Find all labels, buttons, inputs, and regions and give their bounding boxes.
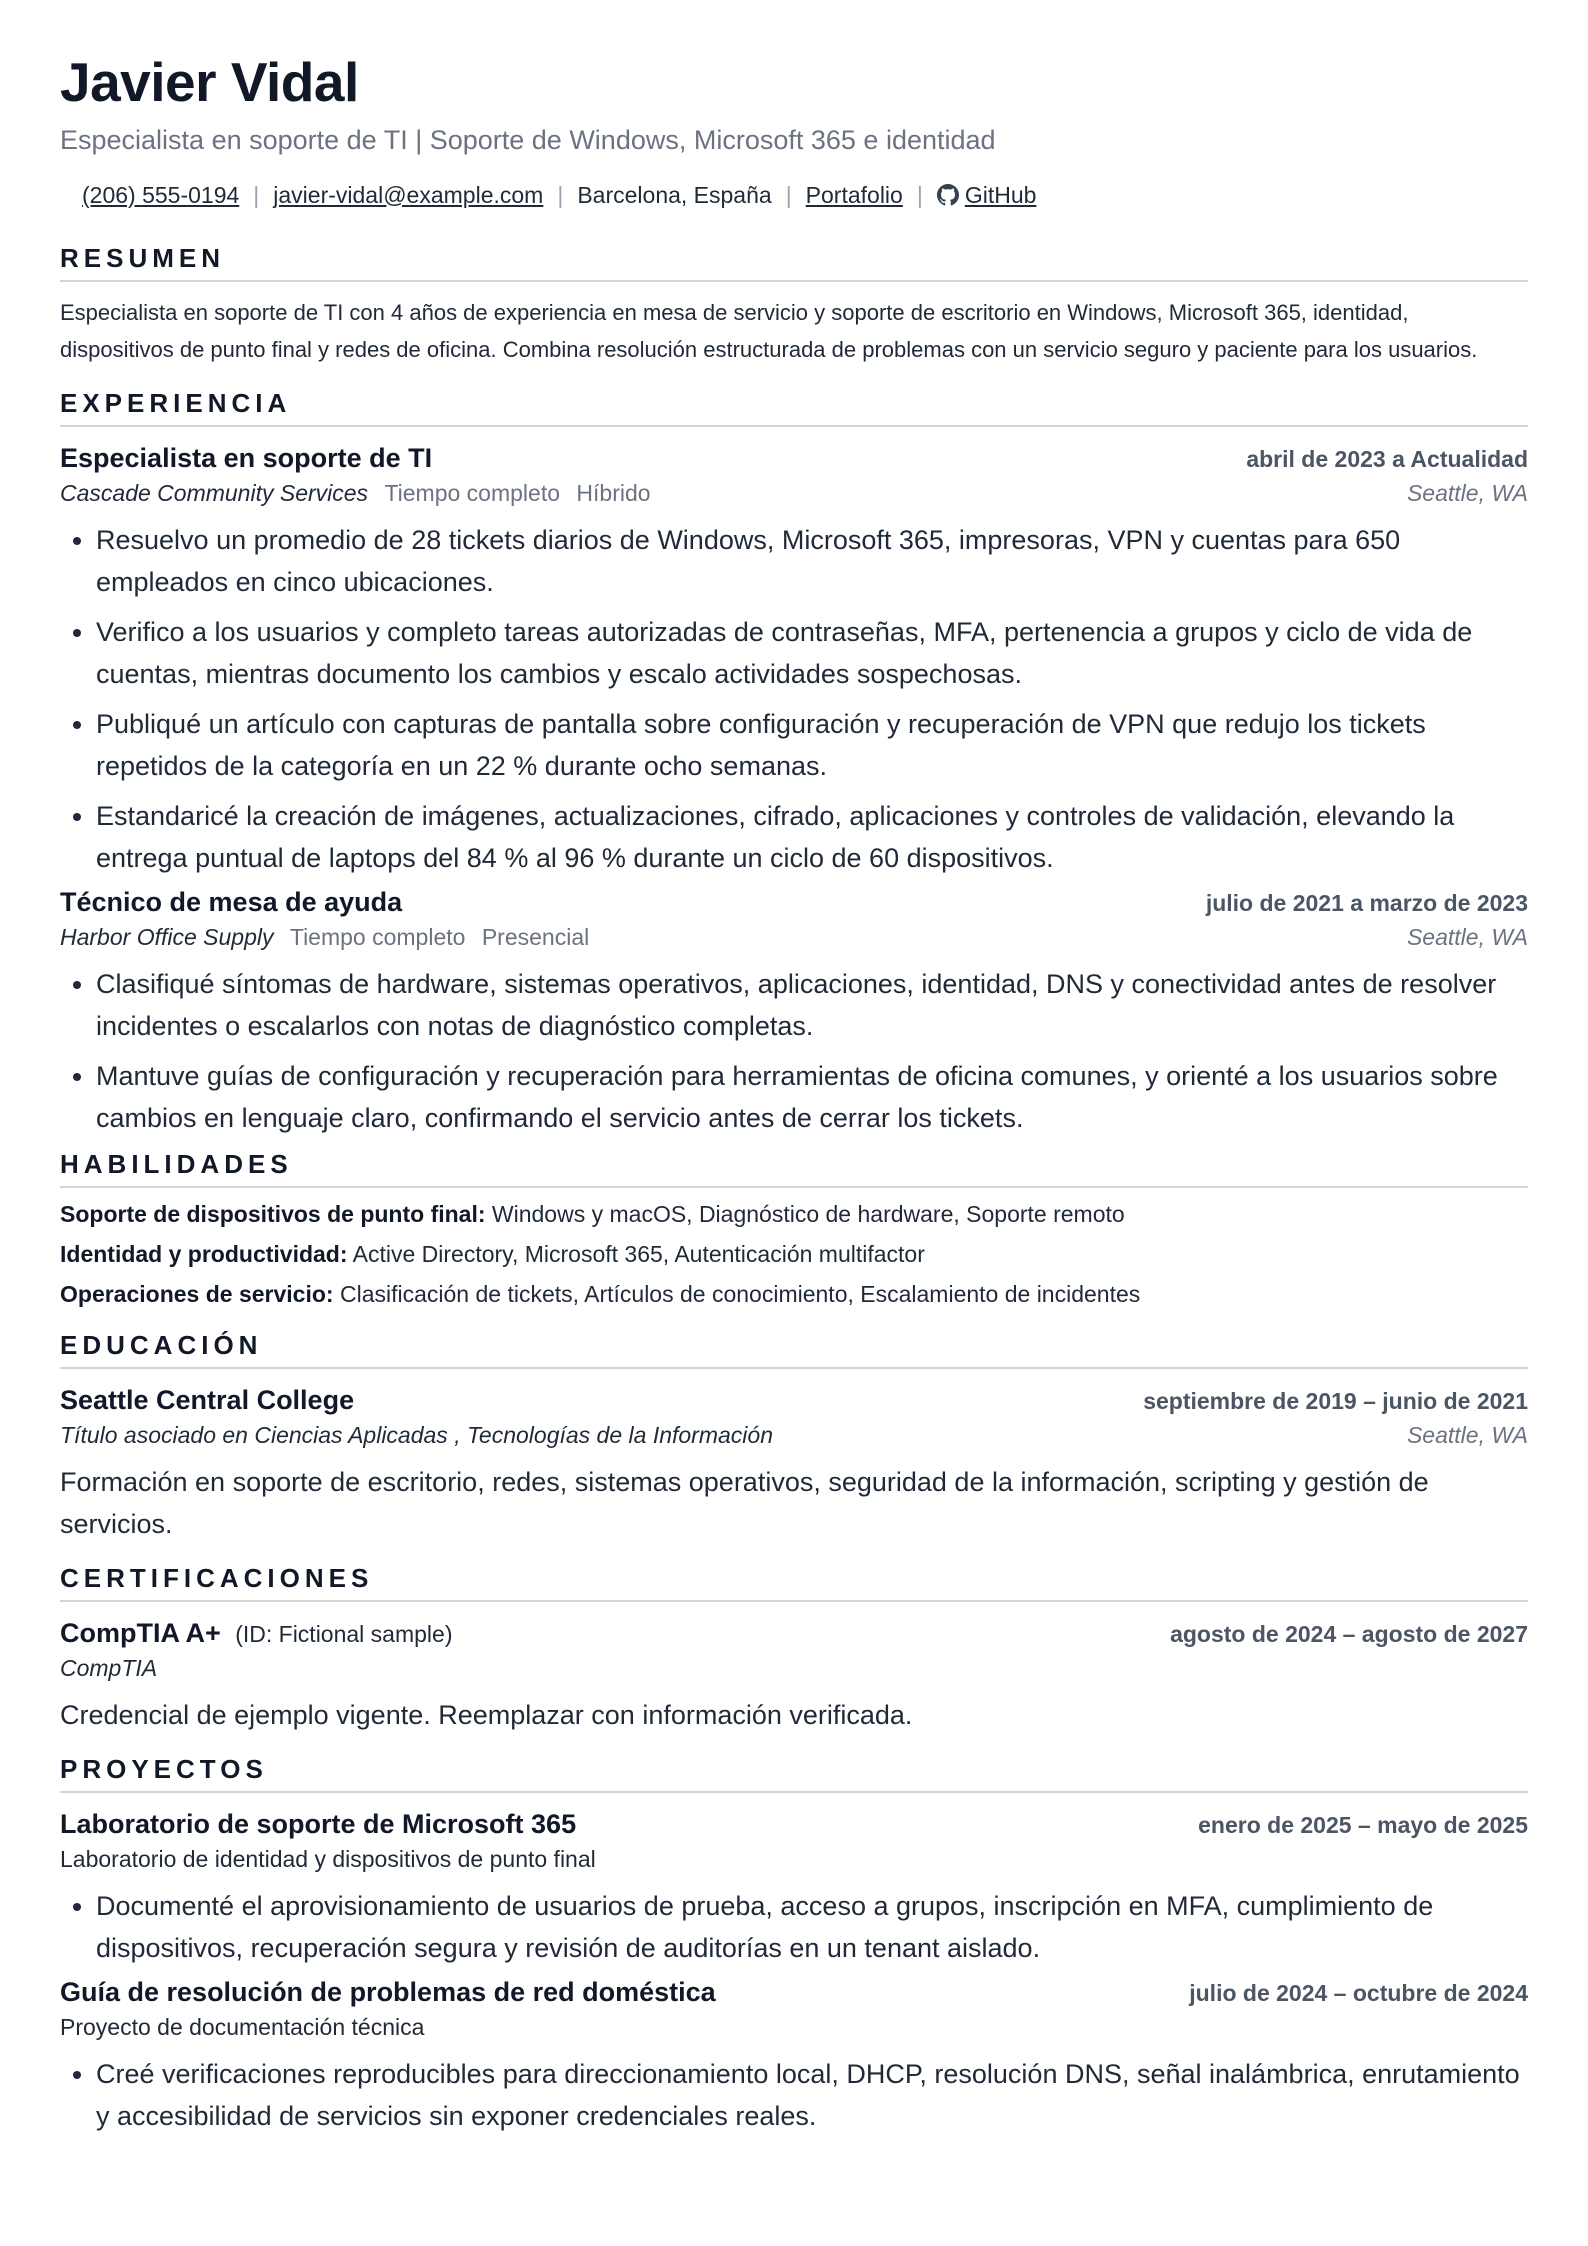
job-title: Especialista en soporte de TI — [60, 442, 433, 473]
education-description: Formación en soporte de escritorio, redes, sistemas operativos, seguridad de la información, scripting y gestión de servicios. — [60, 1466, 1429, 1539]
section-title: CERTIFICACIONES — [60, 1563, 1528, 1602]
project-entry — [60, 1977, 1528, 2137]
candidate-headline: Especialista en soporte de TI | Soporte de Windows, Microsoft 365 e identidad — [60, 124, 996, 155]
certification-name: CompTIA A+ — [60, 1617, 221, 1648]
skill-category: Operaciones de servicio: — [60, 1280, 334, 1307]
project-entry — [60, 1809, 1528, 1969]
list-item: • Estandaricé la creación de imágenes, actualizaciones, cifrado, aplicaciones y controles de validación, elevando la entrega puntual de laptops del 84 % al 96 % durante un ciclo de 60 dispositivos. — [96, 795, 1528, 879]
project-bullets — [60, 2053, 1528, 2137]
education-section — [60, 1330, 1528, 1545]
summary-section — [60, 243, 1528, 368]
github-label: GitHub — [964, 181, 1037, 208]
separator: | — [253, 181, 260, 208]
skill-values: Active Directory, Microsoft 365, Autenticación multifactor — [352, 1240, 925, 1267]
job-dates: abril de 2023 a Actualidad — [1246, 445, 1528, 472]
project-subtitle: Laboratorio de identidad y dispositivos de punto final — [60, 1845, 596, 1872]
job-location: Seattle, WA — [1406, 923, 1528, 950]
certification-id: (ID: Fictional sample) — [235, 1620, 453, 1647]
job-mode: Presencial — [481, 923, 590, 950]
github-link[interactable] — [937, 182, 1037, 209]
list-item: • Clasifiqué síntomas de hardware, sistemas operativos, aplicaciones, identidad, DNS y conectividad antes de resolver incidentes o escalarlos con notas de diagnóstico completas. — [96, 963, 1528, 1047]
certification-issuer: CompTIA — [60, 1654, 158, 1681]
section-title: EDUCACIÓN — [60, 1330, 1528, 1369]
project-dates: enero de 2025 – mayo de 2025 — [1198, 1811, 1528, 1838]
job-entry — [60, 887, 1528, 1139]
skill-values: Clasificación de tickets, Artículos de conocimiento, Escalamiento de incidentes — [339, 1280, 1141, 1307]
job-dates: julio de 2021 a marzo de 2023 — [1205, 889, 1528, 916]
project-name: Laboratorio de soporte de Microsoft 365 — [60, 1808, 577, 1839]
skill-row — [60, 1234, 1528, 1274]
education-location: Seattle, WA — [1406, 1421, 1528, 1448]
job-mode: Híbrido — [576, 479, 651, 506]
list-item: • Creé verificaciones reproducibles para direccionamiento local, DHCP, resolución DNS, señal inalámbrica, enrutamiento y accesibilidad de servicios sin exponer credenciales reales. — [96, 2053, 1528, 2137]
resume-header — [60, 52, 1528, 209]
experience-section — [60, 388, 1528, 1139]
section-title: EXPERIENCIA — [60, 388, 1528, 427]
job-type: Tiempo completo — [289, 923, 466, 950]
job-company: Harbor Office Supply — [60, 923, 274, 950]
job-title: Técnico de mesa de ayuda — [60, 886, 403, 917]
education-entry — [60, 1385, 1528, 1545]
job-entry — [60, 443, 1528, 879]
job-location: Seattle, WA — [1406, 479, 1528, 506]
skill-row — [60, 1194, 1528, 1234]
separator: | — [785, 181, 792, 208]
location-text: Barcelona, España — [577, 181, 772, 208]
job-company: Cascade Community Services — [60, 479, 369, 506]
job-bullets — [60, 963, 1528, 1139]
candidate-name: Javier Vidal — [60, 51, 359, 113]
list-item: • Publiqué un artículo con capturas de pantalla sobre configuración y recuperación de VPN que redujo los tickets repetidos de la categoría en un 22 % durante ocho semanas. — [96, 703, 1528, 787]
job-type: Tiempo completo — [384, 479, 561, 506]
skill-values: Windows y macOS, Diagnóstico de hardware, Soporte remoto — [491, 1200, 1125, 1227]
projects-section — [60, 1754, 1528, 2137]
project-subtitle: Proyecto de documentación técnica — [60, 2013, 425, 2040]
project-bullets — [60, 1885, 1528, 1969]
section-title: PROYECTOS — [60, 1754, 1528, 1793]
skills-section — [60, 1149, 1528, 1314]
summary-text: Especialista en soporte de TI con 4 años de experiencia en mesa de servicio y soporte de escritorio en Windows, Microsoft 365, identidad, dispositivos de punto final y redes de oficina. Combina resolución estructurada de problemas con un servicio seguro y paciente para los usuarios. — [60, 299, 1478, 362]
section-title: RESUMEN — [60, 243, 1528, 282]
phone-link[interactable]: (206) 555-0194 — [82, 181, 240, 208]
skill-category: Soporte de dispositivos de punto final: — [60, 1200, 486, 1227]
project-dates: julio de 2024 – octubre de 2024 — [1189, 1979, 1528, 2006]
certification-description: Credencial de ejemplo vigente. Reemplazar con información verificada. — [60, 1699, 913, 1730]
skill-category: Identidad y productividad: — [60, 1240, 348, 1267]
list-item: • Verifico a los usuarios y completo tareas autorizadas de contraseñas, MFA, pertenencia a grupos y ciclo de vida de cuentas, mientras documento los cambios y escalo actividades sospechosas. — [96, 611, 1528, 695]
list-item: • Mantuve guías de configuración y recuperación para herramientas de oficina comunes, y orienté a los usuarios sobre cambios en lenguaje claro, confirmando el servicio antes de cerrar los tickets. — [96, 1055, 1528, 1139]
github-icon — [937, 184, 959, 206]
separator: | — [557, 181, 564, 208]
degree-name: Título asociado en Ciencias Aplicadas , Tecnologías de la Información — [60, 1421, 773, 1448]
portfolio-link[interactable]: Portafolio — [805, 181, 903, 208]
certification-dates: agosto de 2024 – agosto de 2027 — [1170, 1620, 1528, 1647]
section-title: HABILIDADES — [60, 1149, 1528, 1188]
school-name: Seattle Central College — [60, 1384, 355, 1415]
project-name: Guía de resolución de problemas de red doméstica — [60, 1976, 716, 2007]
skill-row — [60, 1274, 1528, 1314]
certifications-section — [60, 1563, 1528, 1736]
job-bullets — [60, 519, 1528, 879]
list-item: • Documenté el aprovisionamiento de usuarios de prueba, acceso a grupos, inscripción en MFA, cumplimiento de dispositivos, recuperación segura y revisión de auditorías en un tenant aislado. — [96, 1885, 1528, 1969]
separator: | — [916, 181, 923, 208]
list-item: • Resuelvo un promedio de 28 tickets diarios de Windows, Microsoft 365, impresoras, VPN y cuentas para 650 empleados en cinco ubicaciones. — [96, 519, 1528, 603]
contact-line — [60, 182, 1528, 209]
education-dates: septiembre de 2019 – junio de 2021 — [1143, 1387, 1528, 1414]
email-link[interactable]: javier-vidal@example.com — [273, 181, 544, 208]
certification-entry — [60, 1618, 1528, 1736]
